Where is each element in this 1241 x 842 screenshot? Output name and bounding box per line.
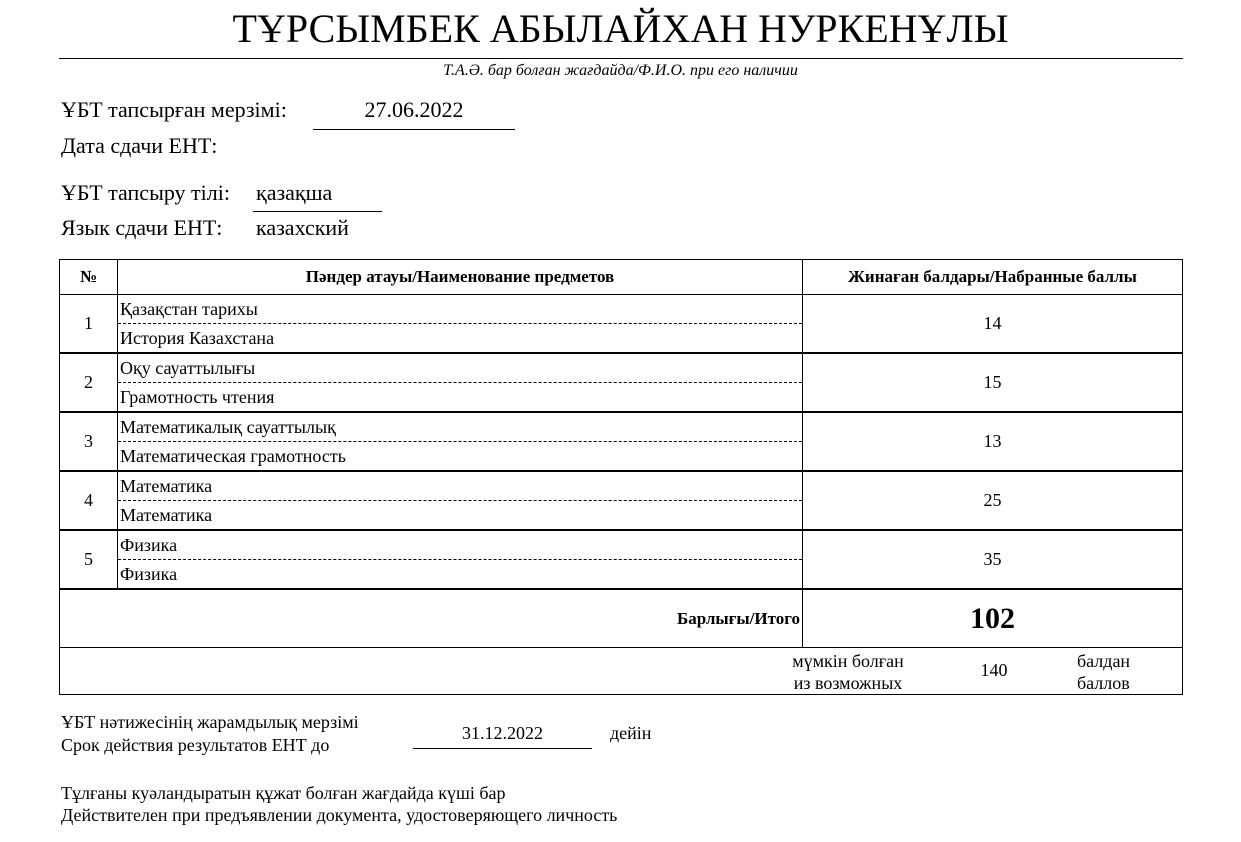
exam-date-underline: [313, 129, 515, 130]
total-row: [60, 589, 1183, 648]
row-number: 2: [60, 353, 118, 412]
subject-cell: [118, 471, 803, 530]
row-number: 3: [60, 412, 118, 471]
table-row: [60, 471, 1183, 530]
total-score: 102: [803, 589, 1183, 648]
subject-score: 13: [803, 412, 1183, 471]
max-label-kz: мүмкін болған: [792, 651, 904, 671]
subject-cell: [118, 295, 803, 354]
subject-cell: [118, 353, 803, 412]
subject-cell: [118, 412, 803, 471]
subject-name-ru: Математическая грамотность: [120, 446, 346, 466]
name-caption: Т.А.Ә. бар болған жағдайда/Ф.И.О. при его наличии: [443, 62, 798, 79]
scores-table: [59, 259, 1183, 695]
subject-name-kz: Қазақстан тарихы: [118, 295, 802, 324]
validity-date-underline: [413, 748, 592, 749]
max-unit-ru: баллов: [1077, 673, 1130, 693]
notice-ru: Действителен при предъявлении документа, удостоверяющего личность: [61, 805, 618, 825]
table-row: [60, 353, 1183, 412]
subject-name-kz: Математикалық сауаттылық: [118, 413, 802, 442]
exam-date-value: 27.06.2022: [364, 97, 464, 122]
validity-label-kz: ҰБТ нәтижесінің жарамдылық мерзімі: [61, 712, 359, 732]
max-score-value: 140: [980, 660, 1008, 680]
table-row: [60, 295, 1183, 354]
max-label: [783, 650, 913, 694]
max-unit-kz: балдан: [1077, 651, 1131, 671]
max-label-ru: из возможных: [793, 673, 903, 693]
table-row: [60, 412, 1183, 471]
subject-name-ru: История Казахстана: [120, 328, 275, 348]
max-score-cell: [60, 648, 1183, 695]
exam-date-label-kz: ҰБТ тапсырған мерзімі:: [61, 97, 287, 122]
subject-name-ru: Математика: [120, 505, 213, 525]
exam-language-label-kz: ҰБТ тапсыру тілі:: [61, 180, 230, 205]
subject-score: 25: [803, 471, 1183, 530]
exam-language-value-kz: қазақша: [256, 180, 333, 205]
subject-name-kz: Оқу сауаттылығы: [118, 354, 802, 383]
subject-score: 35: [803, 530, 1183, 589]
max-score-row: [60, 648, 1183, 695]
full-name: ТҰРСЫМБЕК АБЫЛАЙХАН НУРКЕНҰЛЫ: [232, 6, 1009, 51]
total-label: Барлығы/Итого: [60, 589, 803, 648]
exam-date-label-ru: Дата сдачи ЕНТ:: [61, 133, 218, 158]
subject-score: 15: [803, 353, 1183, 412]
row-number: 1: [60, 295, 118, 354]
exam-language-value-ru: казахский: [256, 215, 349, 240]
max-unit: [1077, 650, 1130, 694]
validity-suffix: дейін: [610, 723, 652, 743]
subject-score: 14: [803, 295, 1183, 354]
header-subject: Пәндер атауы/Наименование предметов: [118, 260, 803, 295]
subject-name-ru: Физика: [120, 564, 178, 584]
table-row: [60, 530, 1183, 589]
exam-language-label-ru: Язык сдачи ЕНТ:: [61, 215, 223, 240]
subject-name-ru: Грамотность чтения: [120, 387, 275, 407]
validity-date: 31.12.2022: [462, 723, 543, 743]
table-header-row: [60, 260, 1183, 295]
row-number: 4: [60, 471, 118, 530]
validity-label-ru: Срок действия результатов ЕНТ до: [61, 735, 330, 755]
header-score: Жинаған балдары/Набранные баллы: [803, 260, 1183, 295]
notice-kz: Тұлғаны куәландыратын құжат болған жағдайда күші бар: [61, 783, 506, 803]
name-underline: [59, 58, 1183, 59]
subject-cell: [118, 530, 803, 589]
row-number: 5: [60, 530, 118, 589]
header-number: №: [60, 260, 118, 295]
subject-name-kz: Математика: [118, 472, 802, 501]
subject-name-kz: Физика: [118, 531, 802, 560]
exam-language-underline: [253, 211, 382, 212]
